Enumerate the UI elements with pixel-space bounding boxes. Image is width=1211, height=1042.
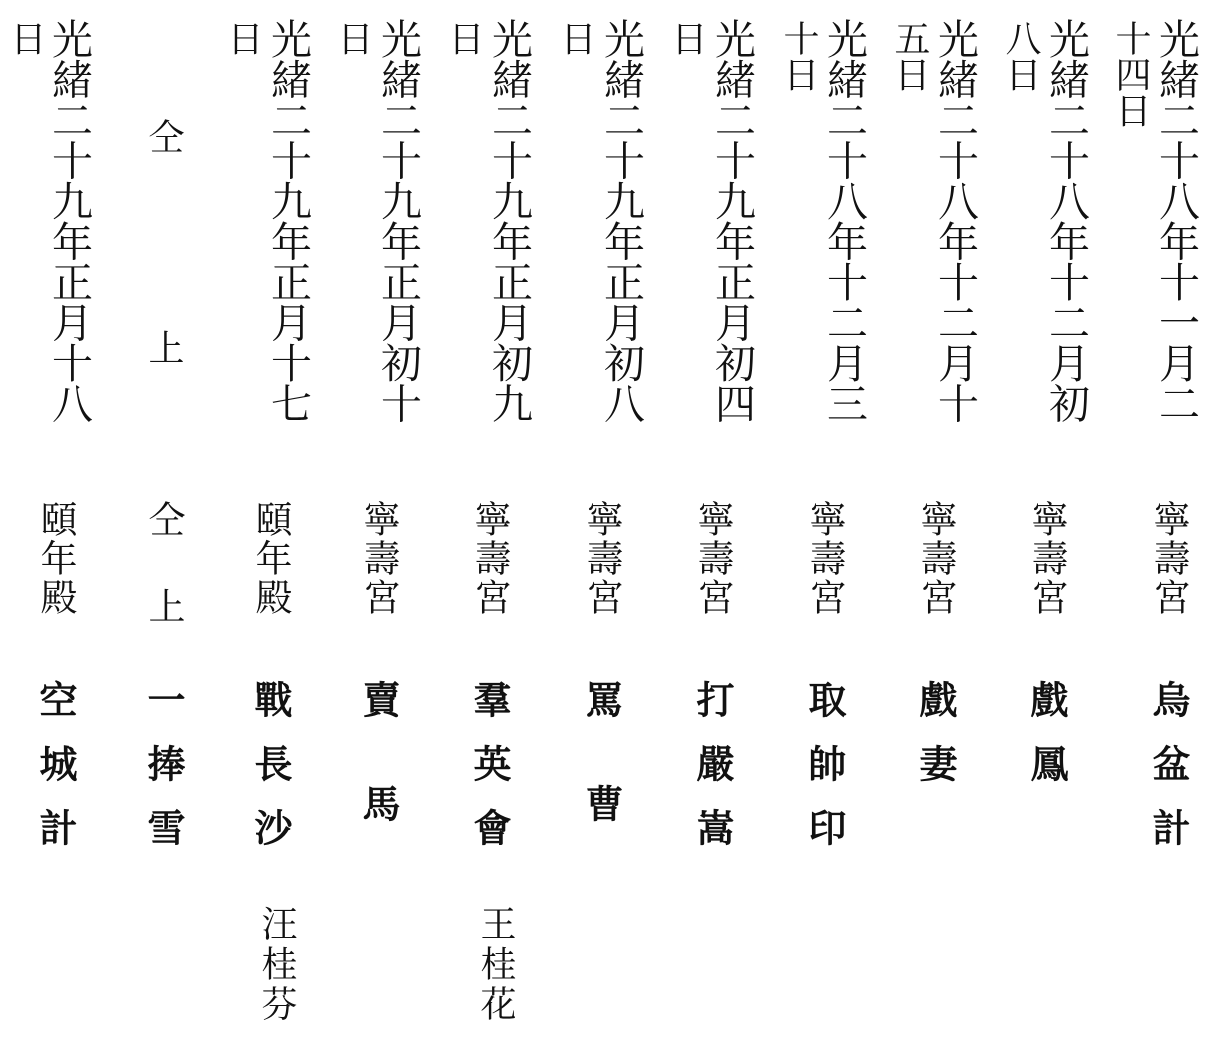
entry-play: 空城計 <box>33 680 78 872</box>
entry-date-continuation: 日 <box>666 20 707 56</box>
entry-palace: 寧壽宮 <box>468 500 511 617</box>
entry-palace: 頤年殿 <box>249 500 292 617</box>
entry-palace: 寧壽宮 <box>1025 500 1068 617</box>
entry-date: 光緒二十八年十二月初 <box>1042 18 1090 423</box>
entry-column-9 <box>220 0 330 1042</box>
entry-palace: 仝上 <box>142 500 185 674</box>
entry-date-continuation: 日 <box>332 20 373 56</box>
entry-date: 光緒二十八年十一月二 <box>1152 18 1200 423</box>
entry-date-continuation: 日 <box>5 20 46 56</box>
entry-palace: 寧壽宮 <box>357 500 400 617</box>
entry-play: 戰長沙 <box>248 680 293 872</box>
entry-column-5 <box>664 0 774 1042</box>
entry-play: 賣馬 <box>356 680 401 888</box>
entry-date: 光緒二十九年正月十八 <box>45 18 93 423</box>
entry-play: 戲鳳 <box>1024 680 1069 808</box>
entry-date: 光緒二十九年正月十七 <box>264 18 312 423</box>
entry-play: 罵曹 <box>579 680 624 888</box>
entry-play: 一捧雪 <box>141 680 186 872</box>
entry-play: 戲妻 <box>913 680 958 808</box>
entry-date: 仝上 <box>143 118 184 540</box>
entry-date-continuation: 十日 <box>778 20 819 92</box>
entry-palace: 寧壽宮 <box>1147 500 1190 617</box>
entry-column-10 <box>115 0 225 1042</box>
entry-column-3 <box>887 0 997 1042</box>
entry-palace: 寧壽宮 <box>580 500 623 617</box>
entry-palace: 寧壽宮 <box>914 500 957 617</box>
entry-play: 羣英會 <box>467 680 512 872</box>
entry-column-7 <box>441 0 551 1042</box>
entry-date: 光緒二十九年正月初十 <box>374 18 422 423</box>
entry-palace: 頤年殿 <box>34 500 77 617</box>
entry-date-continuation: 十四日 <box>1110 20 1151 128</box>
entry-date-continuation: 日 <box>443 20 484 56</box>
entry-actor: 汪桂芬 <box>256 905 297 1025</box>
entry-play: 取帥印 <box>802 680 847 872</box>
entry-date: 光緒二十九年正月初八 <box>597 18 645 423</box>
entry-palace: 寧壽宮 <box>803 500 846 617</box>
entry-date-continuation: 日 <box>222 20 263 56</box>
entry-actor: 王桂花 <box>475 905 516 1025</box>
entry-date: 光緒二十八年十二月十 <box>931 18 979 423</box>
entry-play: 打嚴嵩 <box>690 680 735 872</box>
entry-date: 光緒二十九年正月初九 <box>485 18 533 423</box>
entry-date: 光緒二十八年十二月三 <box>820 18 868 423</box>
entry-palace: 寧壽宮 <box>691 500 734 617</box>
entry-column-4 <box>776 0 886 1042</box>
entry-column-8 <box>330 0 440 1042</box>
entry-column-6 <box>553 0 663 1042</box>
entry-column-11 <box>5 0 115 1042</box>
entry-date-continuation: 日 <box>555 20 596 56</box>
entry-date-continuation: 五日 <box>889 20 930 92</box>
entry-column-1 <box>1108 0 1211 1042</box>
entry-date: 光緒二十九年正月初四 <box>708 18 756 423</box>
entry-play: 烏盆計 <box>1146 680 1191 872</box>
entry-column-2 <box>998 0 1108 1042</box>
entry-date-continuation: 八日 <box>1000 20 1041 92</box>
